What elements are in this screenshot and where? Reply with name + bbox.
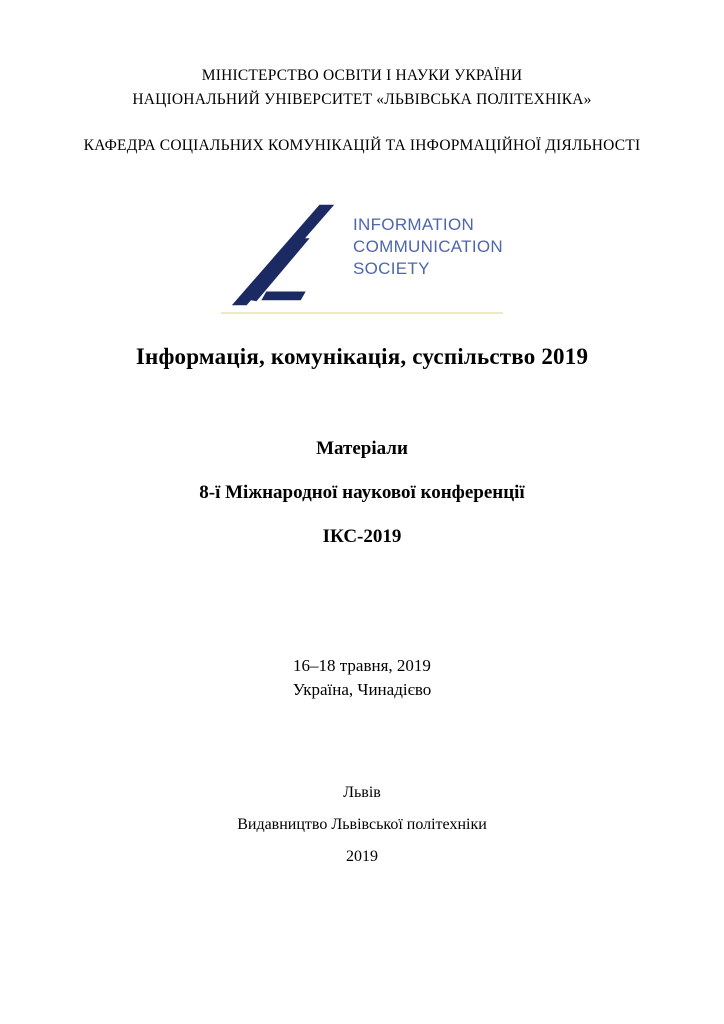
department-line: КАФЕДРА СОЦІАЛЬНИХ КОМУНІКАЦІЙ ТА ІНФОРМАЦІЙНОЇ ДІЯЛЬНОСТІ: [83, 137, 641, 154]
logo-line-communication: COMMUNICATION: [353, 237, 503, 256]
logo-line-information: INFORMATION: [353, 215, 475, 234]
event-dates: 16–18 травня, 2019: [293, 656, 431, 675]
logo-block: [0, 204, 724, 314]
subtitle-acronym: ІКС-2019: [322, 526, 402, 547]
subtitle-block: [0, 436, 724, 550]
ics-logo-icon: [221, 204, 349, 308]
event-location: Україна, Чинадієво: [292, 680, 432, 699]
ministry-line: МІНІСТЕРСТВО ОСВІТИ І НАУКИ УКРАЇНИ: [201, 67, 523, 84]
university-line: НАЦІОНАЛЬНИЙ УНІВЕРСИТЕТ «ЛЬВІВСЬКА ПОЛІТЕХНІКА»: [132, 91, 592, 108]
subtitle-materials: Матеріали: [316, 438, 408, 459]
logo-line-society: SOCIETY: [353, 259, 430, 278]
page-header: [0, 0, 724, 158]
footer-block: [0, 782, 724, 868]
footer-city: Львів: [343, 784, 381, 801]
footer-publisher: Видавництво Львівської політехніки: [237, 816, 487, 833]
logo-wordmark: [353, 214, 503, 280]
logo-underline-divider: [221, 312, 503, 314]
page-title: Інформація, комунікація, суспільство 2019: [135, 344, 589, 369]
event-block: [0, 654, 724, 702]
subtitle-conference: 8-ї Міжнародної наукової конференції: [199, 482, 525, 503]
footer-year: 2019: [346, 848, 378, 865]
